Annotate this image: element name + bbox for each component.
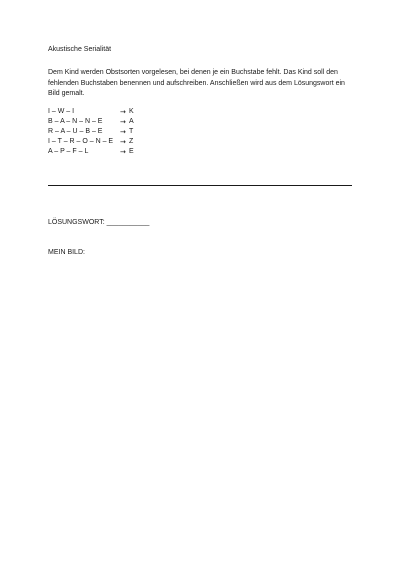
missing-letter: A bbox=[129, 118, 134, 125]
puzzle-row bbox=[48, 127, 168, 137]
puzzle-word: I – T – R – O – N – E bbox=[48, 138, 114, 145]
missing-letter: E bbox=[129, 148, 134, 155]
instructions-text: Dem Kind werden Obstsorten vorgelesen, bei denen je ein Buchstabe fehlt. Das Kind soll den fehlenden Buchstaben benennen und aufschreiben. Anschließen wird aus dem Lösungswort ein Bild gemalt. bbox=[48, 69, 345, 97]
drawing-area-label: MEIN BILD: bbox=[48, 249, 85, 256]
instructions bbox=[48, 68, 358, 100]
puzzle-word: A – P – F – L bbox=[48, 148, 89, 155]
puzzle-row bbox=[48, 137, 168, 147]
arrow-right-icon: → bbox=[120, 108, 126, 116]
missing-letter: Z bbox=[129, 138, 134, 145]
section-divider bbox=[48, 185, 352, 186]
puzzle-word: I – W – I bbox=[48, 108, 75, 115]
arrow-right-icon: → bbox=[120, 148, 126, 156]
arrow-right-icon: → bbox=[120, 118, 126, 126]
arrow-right-icon: → bbox=[120, 138, 126, 146]
puzzle-word: R – A – U – B – E bbox=[48, 128, 103, 135]
missing-letter: K bbox=[129, 108, 134, 115]
puzzle-list bbox=[48, 107, 168, 157]
worksheet-title: Akustische Serialität bbox=[48, 46, 112, 53]
missing-letter: T bbox=[129, 128, 134, 135]
arrow-right-icon: → bbox=[120, 128, 126, 136]
puzzle-row bbox=[48, 107, 168, 117]
solution-word-field: LÖSUNGSWORT: ___________ bbox=[48, 219, 150, 226]
puzzle-row bbox=[48, 117, 168, 127]
puzzle-row bbox=[48, 147, 168, 157]
puzzle-word: B – A – N – N – E bbox=[48, 118, 103, 125]
